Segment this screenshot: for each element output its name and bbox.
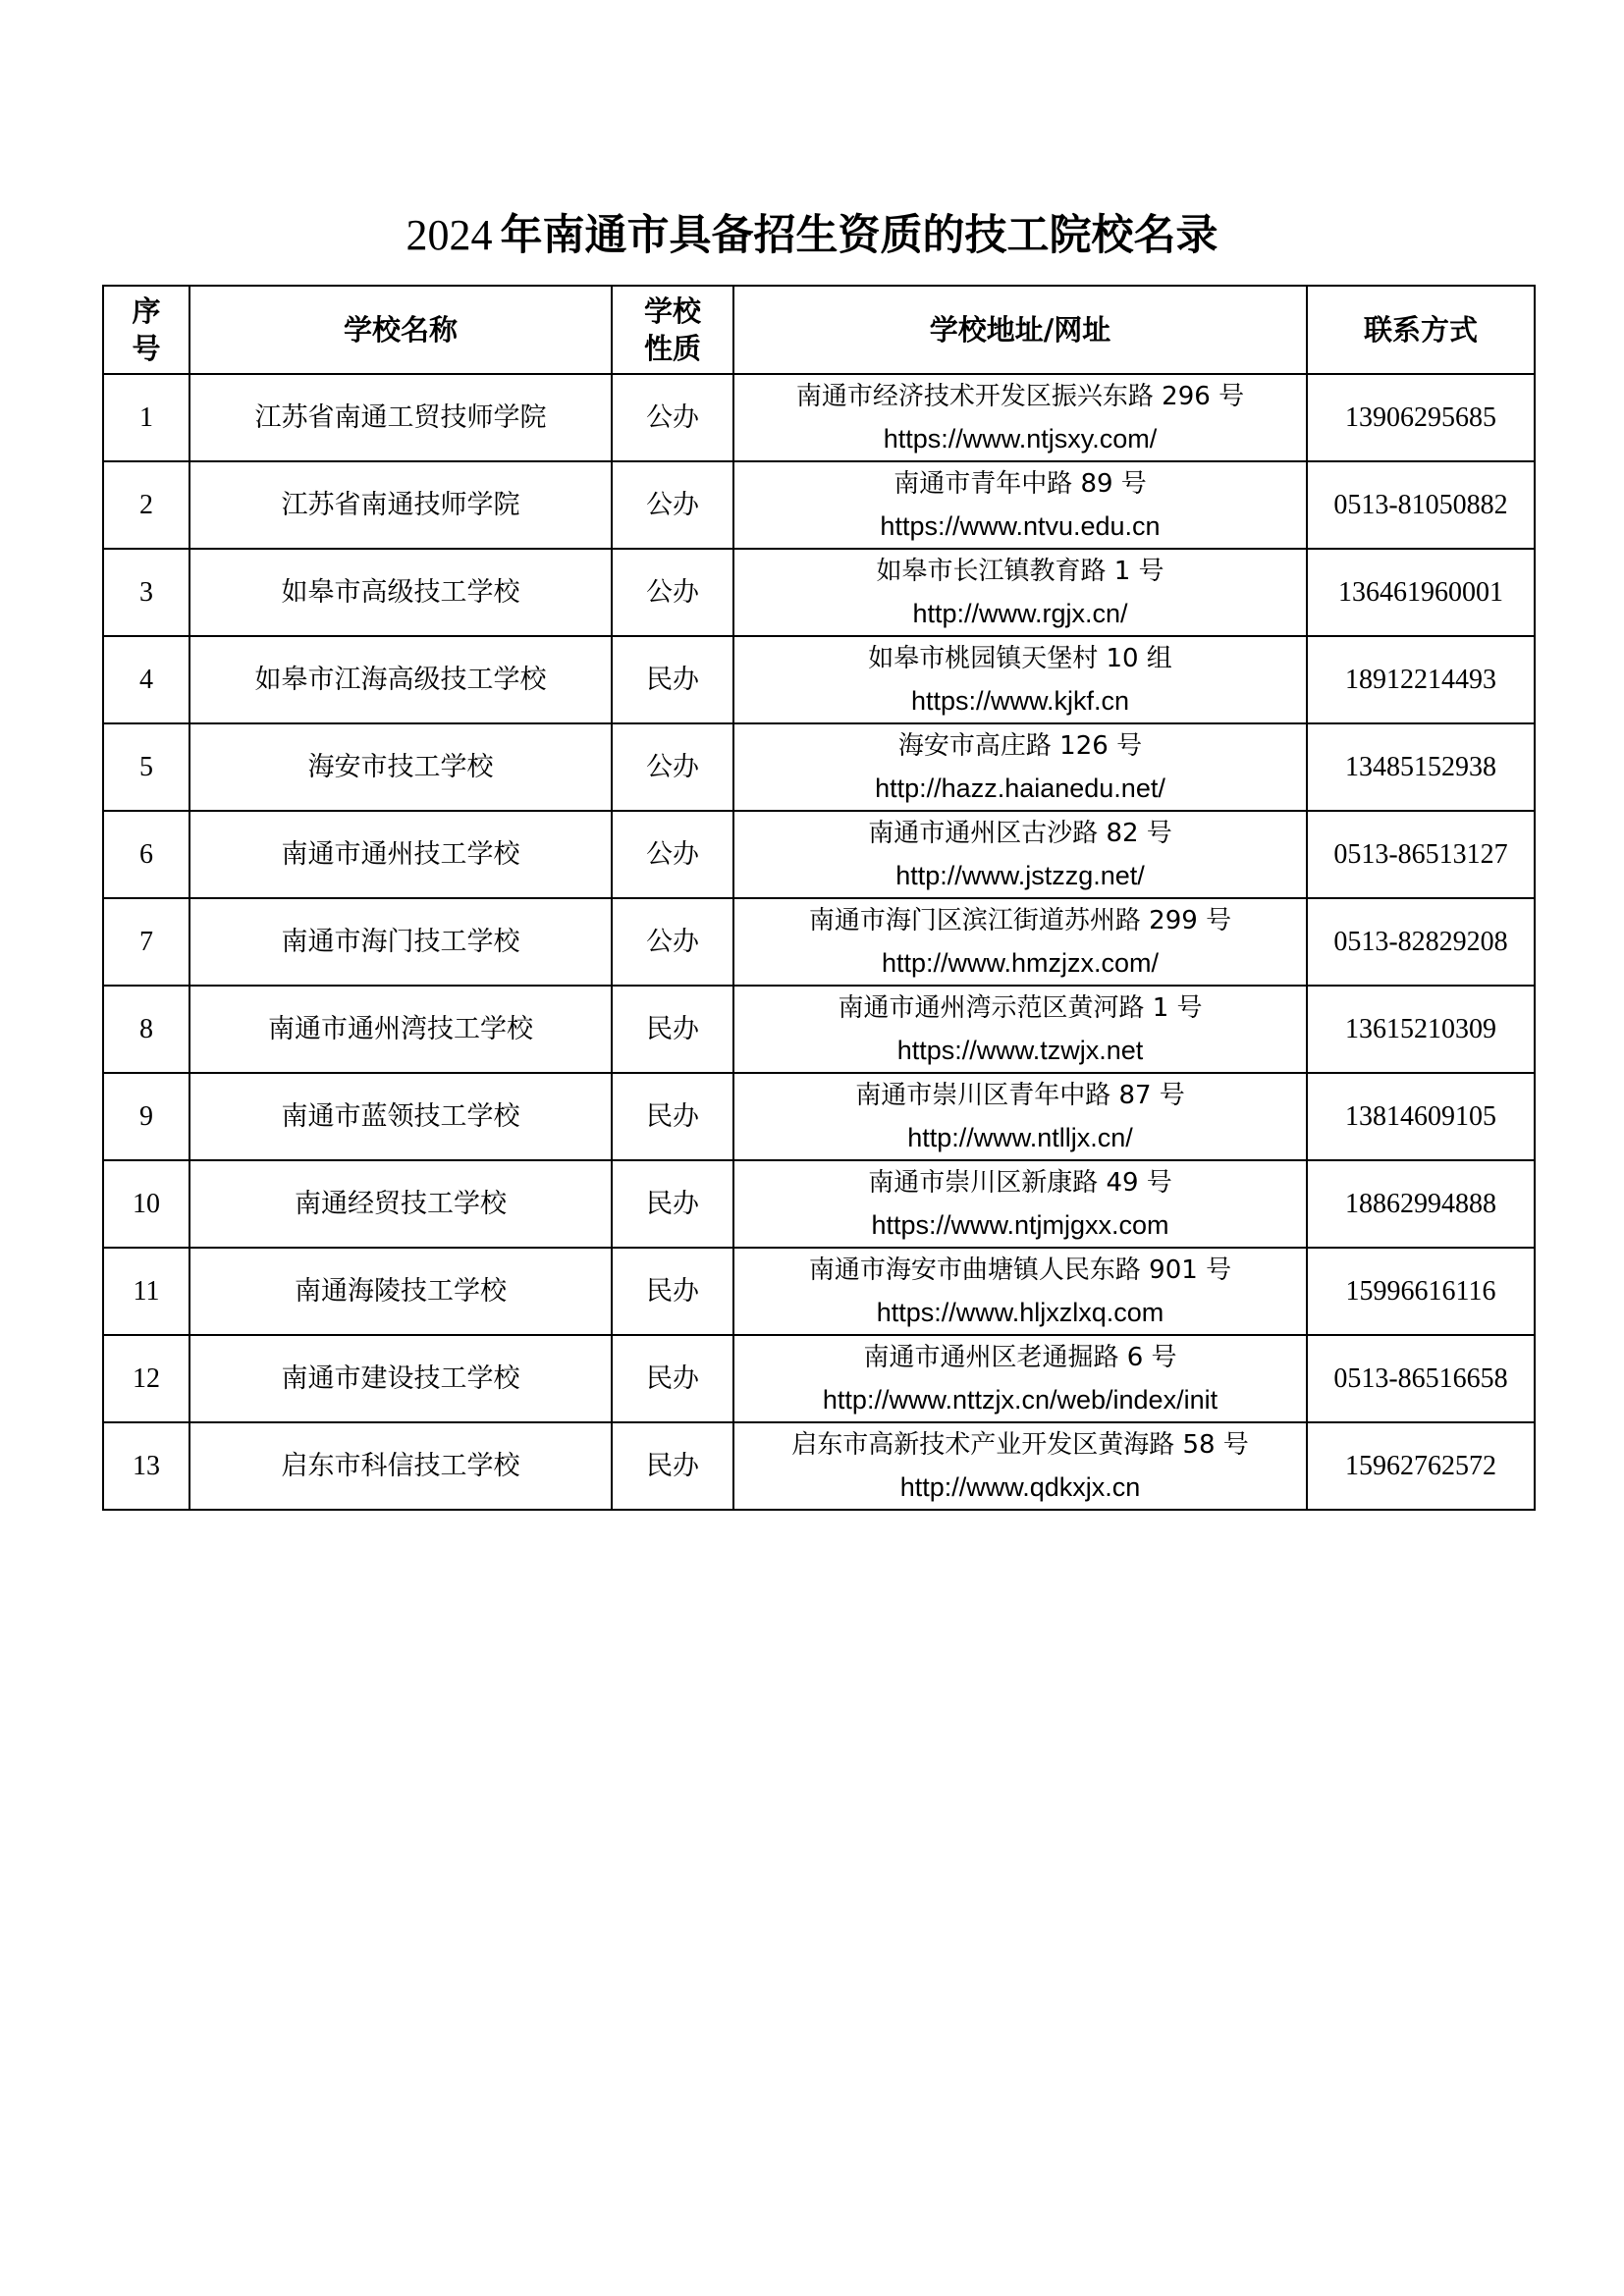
row-school-name: 南通市蓝领技工学校	[189, 1073, 612, 1160]
row-address-cell	[733, 723, 1307, 811]
row-phone: 0513-86516658	[1307, 1335, 1535, 1422]
row-phone: 0513-86513127	[1307, 811, 1535, 898]
row-address-cell	[733, 461, 1307, 549]
row-address-cell	[733, 811, 1307, 898]
row-school-type: 民办	[612, 1160, 733, 1248]
row-seq: 7	[103, 898, 189, 986]
row-website-link[interactable]: http://www.rgjx.cn/	[912, 598, 1128, 628]
row-address-cell	[733, 636, 1307, 723]
row-school-name: 南通市通州湾技工学校	[189, 986, 612, 1073]
row-school-name: 南通市海门技工学校	[189, 898, 612, 986]
row-school-type: 公办	[612, 898, 733, 986]
table-row	[103, 1073, 1535, 1160]
school-table	[102, 285, 1536, 1511]
row-school-name: 海安市技工学校	[189, 723, 612, 811]
row-seq: 11	[103, 1248, 189, 1335]
table-row	[103, 986, 1535, 1073]
row-school-name: 江苏省南通技师学院	[189, 461, 612, 549]
row-school-type: 民办	[612, 1248, 733, 1335]
table-row	[103, 1422, 1535, 1510]
row-phone: 13615210309	[1307, 986, 1535, 1073]
table-body	[103, 374, 1535, 1510]
table-row	[103, 549, 1535, 636]
row-website-link[interactable]: http://www.ntlljx.cn/	[907, 1122, 1133, 1152]
row-address-cell	[733, 898, 1307, 986]
table-row	[103, 461, 1535, 549]
row-phone: 0513-82829208	[1307, 898, 1535, 986]
table-row	[103, 1248, 1535, 1335]
row-seq: 3	[103, 549, 189, 636]
row-address: 南通市海门区滨江街道苏州路 299 号	[808, 905, 1232, 935]
row-school-type: 公办	[612, 811, 733, 898]
row-address-cell	[733, 374, 1307, 461]
row-address: 如皋市桃园镇天堡村 10 组	[868, 643, 1172, 673]
table-header-row	[103, 286, 1535, 374]
row-phone: 15962762572	[1307, 1422, 1535, 1510]
row-school-type: 民办	[612, 1422, 733, 1510]
header-school-type: 学校 性质	[612, 286, 733, 374]
table-row	[103, 811, 1535, 898]
row-school-type: 公办	[612, 461, 733, 549]
row-address-cell	[733, 1160, 1307, 1248]
row-phone: 0513-81050882	[1307, 461, 1535, 549]
row-website-link[interactable]: https://www.ntvu.edu.cn	[880, 510, 1161, 541]
row-seq: 2	[103, 461, 189, 549]
row-school-type: 民办	[612, 1335, 733, 1422]
page-title	[0, 206, 1624, 265]
table-row	[103, 723, 1535, 811]
row-seq: 10	[103, 1160, 189, 1248]
row-address: 南通市通州区老通掘路 6 号	[863, 1342, 1177, 1372]
row-phone: 13814609105	[1307, 1073, 1535, 1160]
row-address: 南通市经济技术开发区振兴东路 296 号	[795, 381, 1245, 411]
row-school-name: 如皋市高级技工学校	[189, 549, 612, 636]
row-seq: 5	[103, 723, 189, 811]
row-website-link[interactable]: https://www.ntjmjgxx.com	[871, 1209, 1169, 1240]
table-row	[103, 1160, 1535, 1248]
title-year: 2024	[406, 211, 493, 259]
row-website-link[interactable]: http://www.nttzjx.cn/web/index/init	[822, 1384, 1218, 1415]
row-address: 南通市崇川区青年中路 87 号	[855, 1080, 1185, 1110]
row-address: 南通市崇川区新康路 49 号	[868, 1167, 1172, 1198]
table-row	[103, 1335, 1535, 1422]
row-website-link[interactable]: http://www.qdkxjx.cn	[899, 1471, 1141, 1502]
header-address: 学校地址/网址	[733, 286, 1307, 374]
row-address: 启东市高新技术产业开发区黄海路 58 号	[791, 1429, 1249, 1460]
row-address-cell	[733, 1248, 1307, 1335]
row-phone: 13485152938	[1307, 723, 1535, 811]
row-phone: 15996616116	[1307, 1248, 1535, 1335]
row-address: 南通市通州湾示范区黄河路 1 号	[838, 992, 1203, 1023]
row-seq: 8	[103, 986, 189, 1073]
row-school-name: 江苏省南通工贸技师学院	[189, 374, 612, 461]
row-school-type: 公办	[612, 549, 733, 636]
row-school-name: 启东市科信技工学校	[189, 1422, 612, 1510]
row-school-type: 公办	[612, 374, 733, 461]
row-phone: 18912214493	[1307, 636, 1535, 723]
row-address-cell	[733, 1422, 1307, 1510]
title-text: 年南通市具备招生资质的技工院校名录	[500, 211, 1218, 260]
row-phone: 18862994888	[1307, 1160, 1535, 1248]
row-address: 南通市青年中路 89 号	[893, 468, 1147, 499]
row-school-name: 如皋市江海高级技工学校	[189, 636, 612, 723]
row-address: 南通市海安市曲塘镇人民东路 901 号	[808, 1255, 1232, 1285]
header-contact: 联系方式	[1307, 286, 1535, 374]
row-website-link[interactable]: https://www.kjkf.cn	[910, 685, 1130, 716]
row-address: 南通市通州区古沙路 82 号	[868, 818, 1172, 848]
row-seq: 4	[103, 636, 189, 723]
row-school-type: 民办	[612, 1073, 733, 1160]
row-website-link[interactable]: http://www.hmzjzx.com/	[881, 947, 1160, 978]
row-seq: 9	[103, 1073, 189, 1160]
row-address: 海安市高庄路 126 号	[897, 730, 1143, 761]
row-website-link[interactable]: http://www.jstzzg.net/	[895, 860, 1145, 890]
row-address-cell	[733, 1335, 1307, 1422]
table-row	[103, 898, 1535, 986]
row-phone: 136461960001	[1307, 549, 1535, 636]
row-school-type: 公办	[612, 723, 733, 811]
row-address-cell	[733, 1073, 1307, 1160]
row-school-type: 民办	[612, 986, 733, 1073]
row-website-link[interactable]: http://hazz.haianedu.net/	[875, 773, 1165, 803]
row-website-link[interactable]: https://www.ntjsxy.com/	[883, 423, 1158, 454]
row-seq: 1	[103, 374, 189, 461]
header-school-name: 学校名称	[189, 286, 612, 374]
row-school-name: 南通市建设技工学校	[189, 1335, 612, 1422]
row-school-type: 民办	[612, 636, 733, 723]
row-seq: 12	[103, 1335, 189, 1422]
table-row	[103, 374, 1535, 461]
row-seq: 6	[103, 811, 189, 898]
row-school-name: 南通经贸技工学校	[189, 1160, 612, 1248]
header-seq: 序 号	[103, 286, 189, 374]
row-school-name: 南通海陵技工学校	[189, 1248, 612, 1335]
row-address: 如皋市长江镇教育路 1 号	[876, 556, 1164, 586]
row-address-cell	[733, 986, 1307, 1073]
row-phone: 13906295685	[1307, 374, 1535, 461]
row-seq: 13	[103, 1422, 189, 1510]
table-row	[103, 636, 1535, 723]
row-school-name: 南通市通州技工学校	[189, 811, 612, 898]
row-address-cell	[733, 549, 1307, 636]
row-website-link[interactable]: https://www.hljxzlxq.com	[876, 1297, 1164, 1327]
row-website-link[interactable]: https://www.tzwjx.net	[896, 1035, 1144, 1065]
